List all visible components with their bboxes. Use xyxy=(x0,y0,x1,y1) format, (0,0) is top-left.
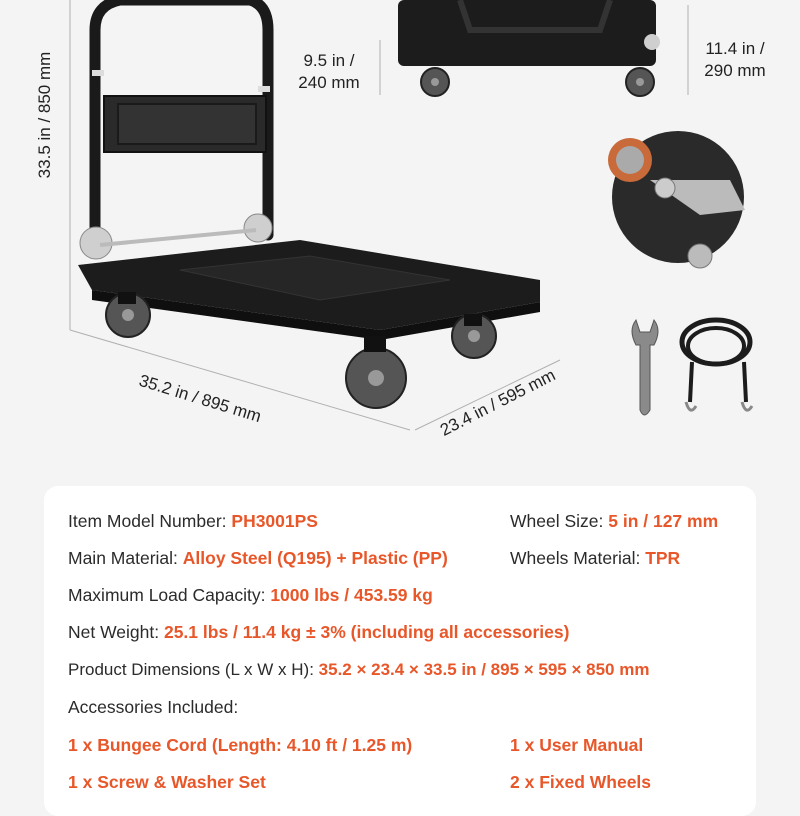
spec-accessories-label: Accessories Included: xyxy=(68,697,239,717)
spec-wheel-material-value: TPR xyxy=(645,548,681,568)
spec-material-label: Main Material: xyxy=(68,548,183,568)
spec-model-label: Item Model Number: xyxy=(68,511,232,531)
spec-load-value: 1000 lbs / 453.59 kg xyxy=(270,585,433,605)
accessory-item: 1 x Bungee Cord (Length: 4.10 ft / 1.25 m) xyxy=(68,735,413,755)
specifications-card xyxy=(44,486,756,816)
spec-wheel-material-label: Wheels Material: xyxy=(510,548,646,568)
spec-dimensions-value: 35.2 × 23.4 × 33.5 in / 895 × 595 × 850 mm xyxy=(318,660,650,679)
spec-wheel-size-value: 5 in / 127 mm xyxy=(608,511,719,531)
spec-wheel-material xyxy=(510,547,680,569)
spec-material-value: Alloy Steel (Q195) + Plastic (PP) xyxy=(182,548,448,568)
spec-wheel-size-label: Wheel Size: xyxy=(510,511,609,531)
length-dimension-label: 35.2 in / 895 mm xyxy=(136,370,264,427)
spec-weight-label: Net Weight: xyxy=(68,622,164,642)
accessory-item: 2 x Fixed Wheels xyxy=(510,772,652,792)
folded-length-line1: 11.4 in / xyxy=(705,39,765,58)
spec-dimensions-label: Product Dimensions (L x W x H): xyxy=(68,660,319,679)
spec-load xyxy=(68,584,433,606)
spec-material xyxy=(68,547,448,569)
spec-dimensions xyxy=(68,659,649,681)
height-dimension-label: 33.5 in / 850 mm xyxy=(35,51,54,179)
accessory-item: 1 x Screw & Washer Set xyxy=(68,772,266,792)
folded-height-label xyxy=(284,50,374,94)
folded-length-line2: 290 mm xyxy=(704,61,766,80)
spec-model xyxy=(68,510,318,532)
spec-weight-value: 25.1 lbs / 11.4 kg ± 3% (including all accessories) xyxy=(163,622,570,642)
folded-height-line2: 240 mm xyxy=(298,73,360,92)
accessory-item: 1 x User Manual xyxy=(510,735,644,755)
spec-load-label: Maximum Load Capacity: xyxy=(68,585,271,605)
width-dimension-label: 23.4 in / 595 mm xyxy=(437,365,559,440)
spec-model-value: PH3001PS xyxy=(231,511,318,531)
spec-weight xyxy=(68,621,569,643)
spec-wheel-size xyxy=(510,510,718,532)
folded-length-label xyxy=(690,38,780,82)
folded-height-line1: 9.5 in / xyxy=(303,51,355,70)
